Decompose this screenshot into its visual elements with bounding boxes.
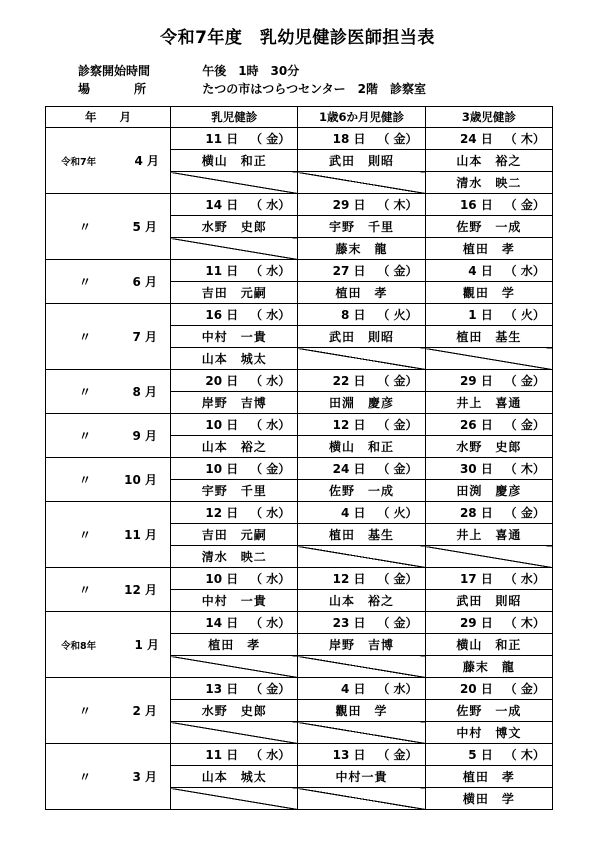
period-cell <box>46 414 171 458</box>
place-value: たつの市はつらつセンター 2階 診察室 <box>202 82 426 96</box>
doctor-name: 岸野 吉博 <box>171 392 298 414</box>
period-cell <box>46 502 171 568</box>
month-label: 2 月 <box>132 704 158 718</box>
header-3year-checkup: 3歳児健診 <box>425 107 552 128</box>
day-value: 24 日 <box>459 132 493 146</box>
table-row <box>46 370 553 392</box>
table-row <box>46 568 553 590</box>
day-value: 22 日 <box>332 374 366 388</box>
header-year-month: 年 月 <box>46 107 171 128</box>
month-label: 3 月 <box>132 770 158 784</box>
date-cell <box>298 370 425 392</box>
day-value: 29 日 <box>459 616 493 630</box>
weekday-value: （ 金） <box>377 374 418 388</box>
weekday-value: （ 金） <box>377 748 418 762</box>
empty-slot <box>171 238 298 260</box>
place-line <box>78 80 426 97</box>
period-cell <box>46 678 171 744</box>
day-value: 28 日 <box>459 506 493 520</box>
ditto-mark: 〃 <box>79 330 92 344</box>
ditto-mark: 〃 <box>79 275 92 289</box>
doctor-name: 水野 史郎 <box>425 436 552 458</box>
ditto-mark: 〃 <box>79 583 92 597</box>
weekday-value: （ 火） <box>377 506 418 520</box>
date-cell <box>298 612 425 634</box>
empty-slot <box>298 546 425 568</box>
weekday-value: （ 金） <box>377 572 418 586</box>
date-cell <box>298 744 425 766</box>
ditto-mark: 〃 <box>79 528 92 542</box>
date-cell <box>425 260 552 282</box>
day-value: 10 日 <box>205 462 239 476</box>
date-cell <box>171 128 298 150</box>
table-row <box>46 304 553 326</box>
doctor-name: 山本 裕之 <box>298 590 425 612</box>
month-label: 7 月 <box>132 330 158 344</box>
ditto-mark: 〃 <box>79 770 92 784</box>
empty-slot <box>298 348 425 370</box>
header-row <box>46 107 553 128</box>
place-label-2: 所 <box>134 82 147 96</box>
day-value: 12 日 <box>205 506 239 520</box>
weekday-value: （ 水） <box>250 572 291 586</box>
table-row <box>46 414 553 436</box>
date-cell <box>425 502 552 524</box>
doctor-name: 横山 和正 <box>171 150 298 172</box>
ditto-mark: 〃 <box>79 220 92 234</box>
weekday-value: （ 水） <box>250 264 291 278</box>
date-cell <box>171 502 298 524</box>
weekday-value: （ 水） <box>504 264 545 278</box>
empty-slot <box>298 722 425 744</box>
period-cell <box>46 744 171 810</box>
date-cell <box>298 194 425 216</box>
date-cell <box>425 128 552 150</box>
doctor-name: 水野 史郎 <box>171 700 298 722</box>
date-cell <box>171 304 298 326</box>
day-value: 4 日 <box>341 682 366 696</box>
doctor-name: 佐野 一成 <box>298 480 425 502</box>
date-cell <box>171 612 298 634</box>
empty-slot <box>425 546 552 568</box>
day-value: 8 日 <box>341 308 366 322</box>
month-label: 11 月 <box>124 528 158 542</box>
date-cell <box>298 304 425 326</box>
weekday-value: （ 水） <box>250 616 291 630</box>
place-label-1: 場 <box>78 82 91 96</box>
date-cell <box>171 568 298 590</box>
doctor-name: 藤末 龍 <box>298 238 425 260</box>
date-cell <box>298 678 425 700</box>
day-value: 1 日 <box>468 308 493 322</box>
table-row <box>46 612 553 634</box>
era-label: 令和8年 <box>61 641 97 652</box>
header-18month-checkup: 1歳6か月児健診 <box>298 107 425 128</box>
doctor-name: 井上 喜通 <box>425 524 552 546</box>
doctor-name: 田渕 慶彦 <box>425 480 552 502</box>
weekday-value: （ 水） <box>250 506 291 520</box>
weekday-value: （ 金） <box>377 132 418 146</box>
day-value: 16 日 <box>459 198 493 212</box>
weekday-value: （ 金） <box>377 616 418 630</box>
doctor-name: 宇野 千里 <box>171 480 298 502</box>
month-label: 6 月 <box>132 275 158 289</box>
date-cell <box>425 414 552 436</box>
empty-slot <box>298 656 425 678</box>
schedule-body <box>46 128 553 810</box>
table-row <box>46 502 553 524</box>
doctor-name: 横田 学 <box>425 788 552 810</box>
month-label: 8 月 <box>132 385 158 399</box>
weekday-value: （ 水） <box>250 198 291 212</box>
day-value: 11 日 <box>205 264 239 278</box>
date-cell <box>425 194 552 216</box>
empty-slot <box>171 788 298 810</box>
empty-slot <box>171 722 298 744</box>
day-value: 14 日 <box>205 198 239 212</box>
doctor-name: 井上 喜通 <box>425 392 552 414</box>
era-label: 令和7年 <box>61 157 97 168</box>
period-cell <box>46 612 171 678</box>
doctor-name: 吉田 元嗣 <box>171 282 298 304</box>
doctor-name: 武田 則昭 <box>298 150 425 172</box>
doctor-name: 藤末 龍 <box>425 656 552 678</box>
month-label: 1 月 <box>134 638 160 652</box>
date-cell <box>298 414 425 436</box>
date-cell <box>425 568 552 590</box>
date-cell <box>425 458 552 480</box>
start-time-label: 診察開始時間 <box>78 64 151 78</box>
weekday-value: （ 金） <box>504 198 545 212</box>
date-cell <box>298 502 425 524</box>
weekday-value: （ 火） <box>504 308 545 322</box>
day-value: 12 日 <box>332 572 366 586</box>
month-label: 9 月 <box>132 429 158 443</box>
period-cell <box>46 128 171 194</box>
weekday-value: （ 木） <box>377 198 418 212</box>
empty-slot <box>171 172 298 194</box>
day-value: 10 日 <box>205 418 239 432</box>
date-cell <box>298 128 425 150</box>
doctor-name: 横山 和正 <box>425 634 552 656</box>
empty-slot <box>298 788 425 810</box>
doctor-name: 佐野 一成 <box>425 700 552 722</box>
start-time-value: 午後 1時 30分 <box>202 64 300 78</box>
doctor-name: 武田 則昭 <box>298 326 425 348</box>
ditto-mark: 〃 <box>79 385 92 399</box>
weekday-value: （ 木） <box>504 616 545 630</box>
doctor-name: 水野 史郎 <box>171 216 298 238</box>
doctor-name: 中村一貴 <box>298 766 425 788</box>
period-cell <box>46 568 171 612</box>
date-cell <box>425 370 552 392</box>
period-cell <box>46 458 171 502</box>
table-row <box>46 128 553 150</box>
date-cell <box>171 678 298 700</box>
weekday-value: （ 水） <box>250 374 291 388</box>
doctor-name: 宇野 千里 <box>298 216 425 238</box>
month-label: 5 月 <box>132 220 158 234</box>
day-value: 30 日 <box>459 462 493 476</box>
weekday-value: （ 金） <box>504 682 545 696</box>
weekday-value: （ 金） <box>377 418 418 432</box>
weekday-value: （ 水） <box>250 418 291 432</box>
date-cell <box>171 414 298 436</box>
ditto-mark: 〃 <box>79 704 92 718</box>
date-cell <box>425 678 552 700</box>
doctor-name: 植田 孝 <box>171 634 298 656</box>
schedule-table <box>45 106 553 810</box>
day-value: 23 日 <box>332 616 366 630</box>
day-value: 24 日 <box>332 462 366 476</box>
day-value: 11 日 <box>205 748 239 762</box>
day-value: 20 日 <box>205 374 239 388</box>
date-cell <box>171 744 298 766</box>
doctor-name: 清水 映二 <box>425 172 552 194</box>
day-value: 10 日 <box>205 572 239 586</box>
period-cell <box>46 370 171 414</box>
day-value: 13 日 <box>205 682 239 696</box>
doctor-name: 岸野 吉博 <box>298 634 425 656</box>
table-row <box>46 744 553 766</box>
weekday-value: （ 水） <box>250 748 291 762</box>
doctor-name: 觀田 学 <box>298 700 425 722</box>
doctor-name: 中村 一貴 <box>171 326 298 348</box>
weekday-value: （ 金） <box>250 682 291 696</box>
weekday-value: （ 水） <box>504 572 545 586</box>
doctor-name: 山本 城太 <box>171 766 298 788</box>
header-infant-checkup: 乳児健診 <box>171 107 298 128</box>
day-value: 17 日 <box>459 572 493 586</box>
date-cell <box>171 260 298 282</box>
weekday-value: （ 金） <box>250 462 291 476</box>
date-cell <box>171 370 298 392</box>
day-value: 27 日 <box>332 264 366 278</box>
doctor-name: 横山 和正 <box>298 436 425 458</box>
table-row <box>46 260 553 282</box>
doctor-name: 山本 裕之 <box>425 150 552 172</box>
table-row <box>46 678 553 700</box>
ditto-mark: 〃 <box>79 473 92 487</box>
period-cell <box>46 260 171 304</box>
weekday-value: （ 木） <box>504 132 545 146</box>
empty-slot <box>298 172 425 194</box>
doctor-name: 佐野 一成 <box>425 216 552 238</box>
weekday-value: （ 木） <box>504 748 545 762</box>
day-value: 20 日 <box>459 682 493 696</box>
date-cell <box>298 260 425 282</box>
date-cell <box>425 612 552 634</box>
day-value: 11 日 <box>205 132 239 146</box>
doctor-name: 清水 映二 <box>171 546 298 568</box>
doctor-name: 吉田 元嗣 <box>171 524 298 546</box>
day-value: 29 日 <box>459 374 493 388</box>
weekday-value: （ 金） <box>504 374 545 388</box>
ditto-mark: 〃 <box>79 429 92 443</box>
weekday-value: （ 金） <box>504 418 545 432</box>
day-value: 5 日 <box>468 748 493 762</box>
empty-slot <box>171 656 298 678</box>
doctor-name: 山本 裕之 <box>171 436 298 458</box>
start-time-line <box>78 62 299 79</box>
day-value: 29 日 <box>332 198 366 212</box>
date-cell <box>298 458 425 480</box>
day-value: 14 日 <box>205 616 239 630</box>
doctor-name: 武田 則昭 <box>425 590 552 612</box>
weekday-value: （ 水） <box>377 682 418 696</box>
page-title: 令和7年度 乳幼児健診医師担当表 <box>160 28 435 48</box>
doctor-name: 植田 孝 <box>425 766 552 788</box>
day-value: 13 日 <box>332 748 366 762</box>
weekday-value: （ 金） <box>377 264 418 278</box>
date-cell <box>425 744 552 766</box>
doctor-name: 山本 城太 <box>171 348 298 370</box>
date-cell <box>171 194 298 216</box>
weekday-value: （ 木） <box>504 462 545 476</box>
day-value: 4 日 <box>341 506 366 520</box>
weekday-value: （ 火） <box>377 308 418 322</box>
doctor-name: 植田 孝 <box>425 238 552 260</box>
weekday-value: （ 金） <box>377 462 418 476</box>
doctor-name: 田淵 慶彦 <box>298 392 425 414</box>
day-value: 26 日 <box>459 418 493 432</box>
doctor-name: 中村 博文 <box>425 722 552 744</box>
period-cell <box>46 194 171 260</box>
day-value: 12 日 <box>332 418 366 432</box>
doctor-name: 中村 一貴 <box>171 590 298 612</box>
day-value: 4 日 <box>468 264 493 278</box>
empty-slot <box>425 348 552 370</box>
weekday-value: （ 金） <box>250 132 291 146</box>
doctor-name: 觀田 学 <box>425 282 552 304</box>
weekday-value: （ 水） <box>250 308 291 322</box>
day-value: 18 日 <box>332 132 366 146</box>
date-cell <box>171 458 298 480</box>
doctor-name: 植田 孝 <box>298 282 425 304</box>
month-label: 12 月 <box>124 583 158 597</box>
table-row <box>46 458 553 480</box>
doctor-name: 植田 基生 <box>425 326 552 348</box>
date-cell <box>425 304 552 326</box>
date-cell <box>298 568 425 590</box>
doctor-name: 植田 基生 <box>298 524 425 546</box>
month-label: 10 月 <box>124 473 158 487</box>
month-label: 4 月 <box>134 154 160 168</box>
period-cell <box>46 304 171 370</box>
table-row <box>46 194 553 216</box>
day-value: 16 日 <box>205 308 239 322</box>
weekday-value: （ 金） <box>504 506 545 520</box>
